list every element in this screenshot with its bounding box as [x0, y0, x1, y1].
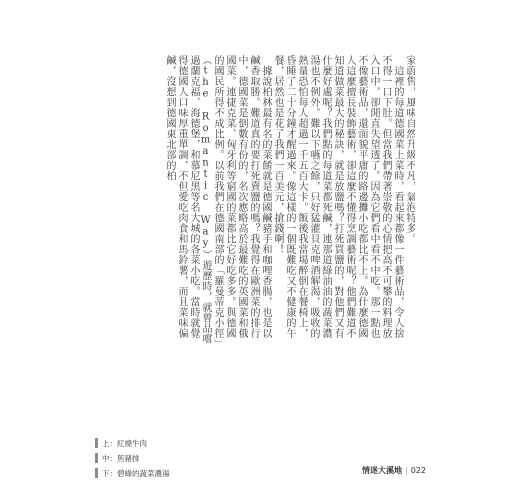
page-number: 022: [410, 466, 426, 475]
paragraph: 這裡的每道德國菜上菜時，看起來都像一件藝術品，令人捨不得一口下肚。但當我們帶著崇敬的心情把高不可攀的料理放入口中，卻閒直失望透了。因為它們看中看不中吃。那一點也不像藝術品，還面貌平庸的路邊攤小吃都比不上。為什麼德國人這麼擅長裝飾藝術，卻這麼不懂得烹調藝術呢？他們難道不知道做菜最大的秘訣，就是放鹽嗎？打死買鹽的，對他們又有什麼好處呢？我們點的每道菜都死鹹，連那道綠油油的蔬菜濃湯也不例外。難以下嚥之餘，只好猛灌貝克啤酒解渴，吸收的熱量恐怕每人超過一千五百大卡。飯後我當場醉倒在餐椅上，昏睡了二十分鐘才醒過來。像這樣的一個既難吃又不健康的午餐，居然也是花了我們一百美元，搶錢啊！: [272, 55, 403, 339]
page-footer: [362, 465, 426, 476]
caption-middle: [95, 452, 245, 464]
vertical-body-text: [101, 55, 415, 345]
paragraph: 據說柏林最有名的菜餚就是德國鹹豬手和咖哩香腸，也是以鹹香取勝。難道真的要打死賣鹽的嗎？我覺得在歐洲菜的排行中，德國菜是倒數有份的，名次應略高於最難吃的英國菜和俄國菜。連捷克菜、匈牙利等窮國的菜都比它好吃多多。與德國的國民所得不成比例。以前我們在德國南部的「羅曼蒂克小徑」（the Romantic Way）遊歷時，就曾品嚐過蘭克福、海德堡，和慕尼黑等名大城的各菜小吃。當時就覺得德國人口味厚重單調，不但愛吃肉食和馬鈴薯，而且菜味偏鹹，沒想到德國東北部的柏: [164, 55, 271, 344]
paragraph: 家蔚售，風味自然升級不凡，氣泡特多。: [404, 55, 415, 244]
caption-top: [95, 437, 245, 449]
caption-text: 上：紅燒牛肉: [102, 438, 147, 448]
caption-bottom: [95, 467, 245, 479]
footer-separator: |: [405, 466, 408, 475]
caption-marker: [95, 468, 98, 478]
caption-marker: [95, 438, 98, 448]
section-title: 情迷大溪地: [362, 466, 402, 475]
caption-text: 中：煎豬排: [102, 453, 140, 463]
caption-text: 下：碧綠的蔬菜濃湯: [102, 468, 170, 478]
photo-captions: [95, 437, 245, 482]
caption-marker: [95, 453, 98, 463]
